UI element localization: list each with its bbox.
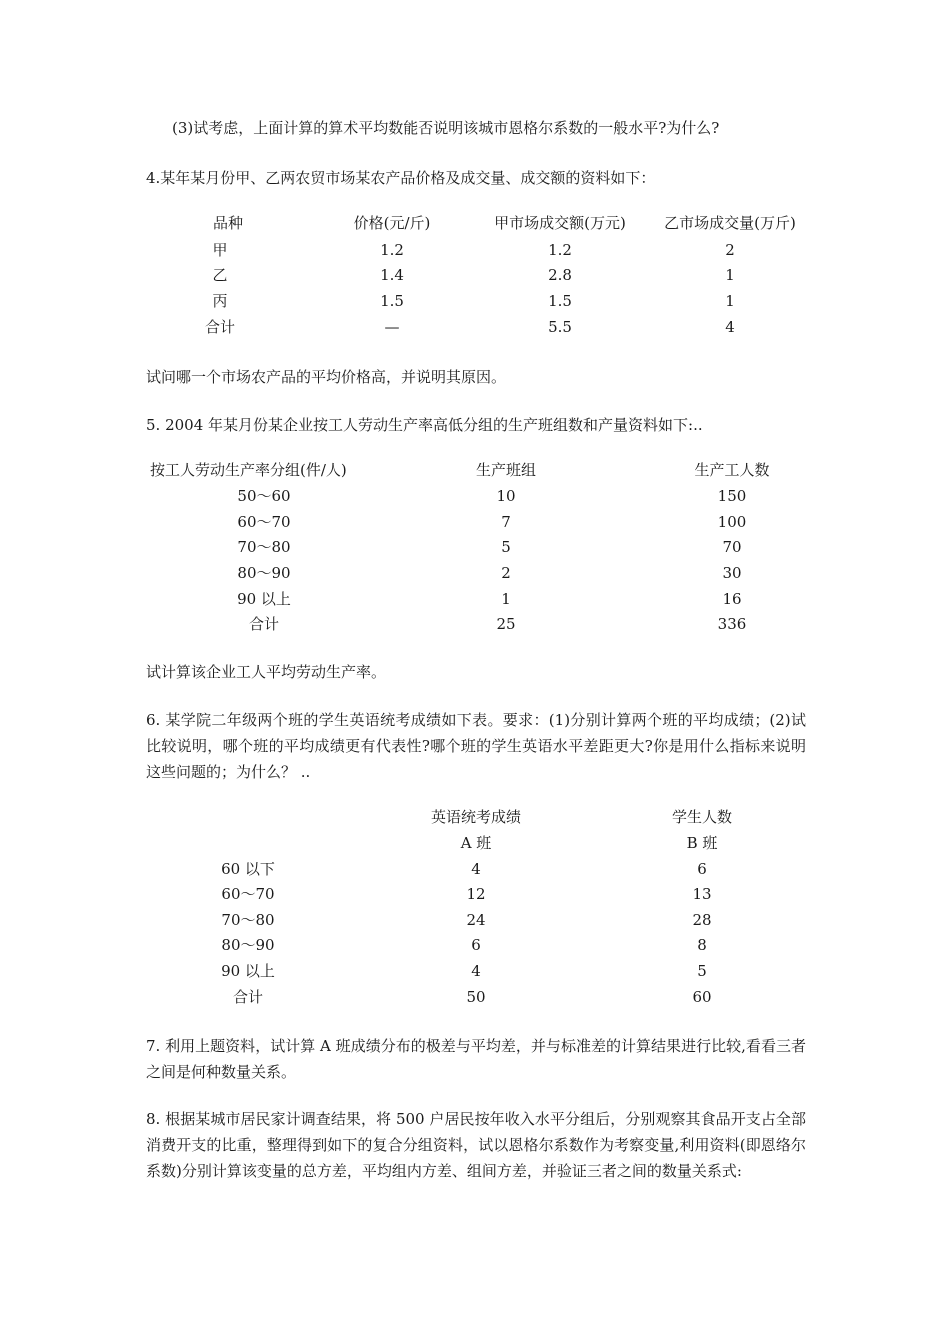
q6-cell: 24 bbox=[466, 911, 486, 929]
q5-header-teams: 生产班组 bbox=[475, 461, 537, 479]
q6-cell: 8 bbox=[697, 936, 707, 954]
q4-total-label: 合计 bbox=[204, 318, 236, 336]
q5-cell: 70～80 bbox=[237, 538, 291, 556]
q5-cell: 60～70 bbox=[237, 513, 291, 531]
q6-cell: 70～80 bbox=[221, 911, 275, 929]
q6-header-score: 英语统考成绩 bbox=[430, 808, 522, 826]
q5-cell: 70 bbox=[722, 538, 742, 556]
q4-cell: 1 bbox=[725, 266, 735, 284]
q5-cell: 336 bbox=[717, 615, 747, 633]
q5-cell: 2 bbox=[501, 564, 511, 582]
q4-header-price: 价格(元/斤) bbox=[353, 214, 431, 232]
q6-subheader-class-a: A 班 bbox=[460, 834, 492, 852]
q4-header-market-b: 乙市场成交量(万斤) bbox=[664, 214, 796, 232]
q4-cell: 1.2 bbox=[380, 241, 404, 259]
q4-cell: 1.4 bbox=[380, 266, 404, 284]
q5-cell: 5 bbox=[501, 538, 511, 556]
q5-prompt: 5. 2004 年某月份某企业按工人劳动生产率高低分组的生产班组数和产量资料如下:.. bbox=[146, 416, 703, 434]
q8-prompt: 8. 根据某城市居民家计调查结果，将 500 户居民按年收入水平分组后，分别观察其食品开支占全部消费开支的比重，整理得到如下的复合分组资料，试以恩格尔系数作为考察变量,利用资料(即恩络尔系数)分别计算该变量的总方差，平均组内方差、组间方差，并验证三者之间的数量关系式: bbox=[146, 1110, 806, 1180]
q7-prompt: 7. 利用上题资料，试计算 A 班成绩分布的极差与平均差，并与标准差的计算结果进行比较,看看三者之间是何种数量关系。 bbox=[146, 1037, 806, 1081]
q6-subheader-class-b: B 班 bbox=[686, 834, 718, 852]
q5-cell: 50～60 bbox=[237, 487, 291, 505]
q5-cell: 100 bbox=[717, 513, 747, 531]
q6-cell: 80～90 bbox=[221, 936, 275, 954]
q4-cell: 甲 bbox=[212, 241, 228, 259]
q6-cell: 4 bbox=[471, 962, 481, 980]
q5-cell: 10 bbox=[496, 487, 516, 505]
q4-cell: 1 bbox=[725, 292, 735, 310]
q6-total-label: 合计 bbox=[232, 988, 264, 1006]
q6-prompt: 6. 某学院二年级两个班的学生英语统考成绩如下表。要求：(1)分别计算两个班的平均成绩；(2)试比较说明，哪个班的平均成绩更有代表性?哪个班的学生英语水平差距更大?你是用什么指标来说明这些问题的；为什么？ .. bbox=[146, 711, 806, 781]
q4-cell: 丙 bbox=[212, 292, 228, 310]
q4-cell: 乙 bbox=[212, 266, 228, 284]
q4-cell: 1.5 bbox=[380, 292, 404, 310]
q4-cell: — bbox=[384, 318, 400, 336]
q6-cell: 5 bbox=[697, 962, 707, 980]
q5-total-label: 合计 bbox=[248, 615, 280, 633]
q6-cell: 4 bbox=[471, 860, 481, 878]
q5-question: 试计算该企业工人平均劳动生产率。 bbox=[146, 663, 387, 681]
q6-header-count: 学生人数 bbox=[671, 808, 733, 826]
q6-cell: 6 bbox=[471, 936, 481, 954]
q4-question: 试问哪一个市场农产品的平均价格高，并说明其原因。 bbox=[146, 368, 507, 386]
q4-header-market-a: 甲市场成交额(万元) bbox=[494, 214, 626, 232]
q4-prompt: 4.某年某月份甲、乙两农贸市场某农产品价格及成交量、成交额的资料如下： bbox=[146, 169, 656, 187]
q6-cell: 90 以上 bbox=[221, 962, 275, 980]
q4-cell: 2.8 bbox=[548, 266, 572, 284]
q6-cell: 28 bbox=[692, 911, 712, 929]
q6-cell: 60 bbox=[692, 988, 712, 1006]
q5-header-workers: 生产工人数 bbox=[694, 461, 770, 479]
q6-cell: 50 bbox=[466, 988, 486, 1006]
q6-cell: 6 bbox=[697, 860, 707, 878]
q5-cell: 7 bbox=[501, 513, 511, 531]
q4-cell: 2 bbox=[725, 241, 735, 259]
q5-header-group: 按工人劳动生产率分组(件/人) bbox=[150, 461, 347, 479]
q5-cell: 90 以上 bbox=[237, 590, 291, 608]
q4-cell: 1.5 bbox=[548, 292, 572, 310]
q6-cell: 13 bbox=[692, 885, 712, 903]
q4-header-variety: 品种 bbox=[212, 214, 244, 232]
q5-cell: 150 bbox=[717, 487, 747, 505]
q5-cell: 1 bbox=[501, 590, 511, 608]
q6-cell: 12 bbox=[466, 885, 486, 903]
q4-cell: 4 bbox=[725, 318, 735, 336]
q6-cell: 60～70 bbox=[221, 885, 275, 903]
q5-cell: 80～90 bbox=[237, 564, 291, 582]
q4-cell: 1.2 bbox=[548, 241, 572, 259]
q5-cell: 16 bbox=[722, 590, 742, 608]
q5-cell: 30 bbox=[722, 564, 742, 582]
q4-cell: 5.5 bbox=[548, 318, 572, 336]
q5-cell: 25 bbox=[496, 615, 516, 633]
q6-cell: 60 以下 bbox=[221, 860, 275, 878]
q3-sub-question: (3)试考虑，上面计算的算术平均数能否说明该城市恩格尔系数的一般水平?为什么? bbox=[172, 119, 720, 137]
